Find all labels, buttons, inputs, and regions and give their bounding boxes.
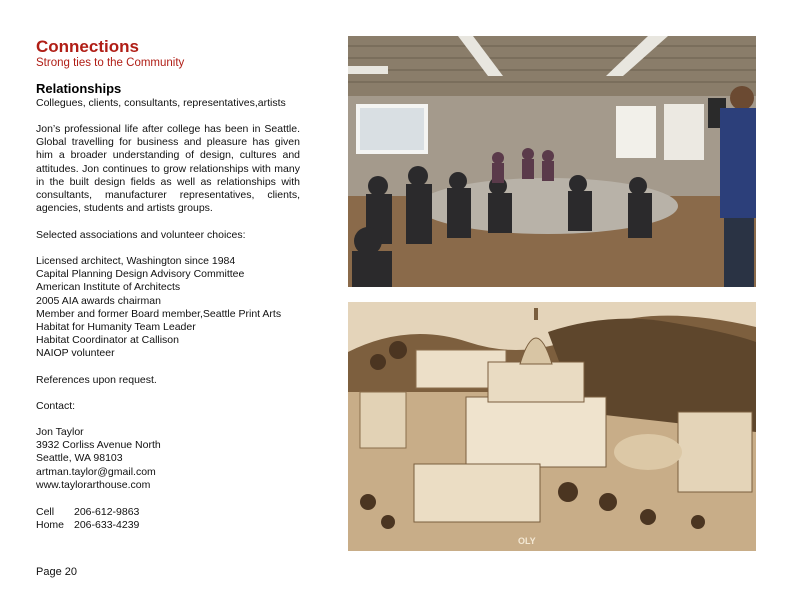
association-item: Habitat Coordinator at Callison	[36, 334, 179, 347]
contact-name: Jon Taylor	[36, 426, 84, 438]
associations-intro: Selected associations and volunteer choices:	[36, 229, 246, 241]
page-number: Page 20	[36, 566, 77, 578]
phone-block	[36, 506, 300, 532]
section-subheading: Collegues, clients, consultants, representatives,artists	[36, 97, 286, 109]
capitol-illustration	[348, 302, 756, 551]
page-subtitle: Strong ties to the Community	[36, 57, 185, 69]
cell-label: Cell	[36, 506, 55, 518]
contact-email[interactable]: artman.taylor@gmail.com	[36, 465, 156, 478]
association-item: American Institute of Architects	[36, 281, 181, 294]
association-item: NAIOP volunteer	[36, 347, 115, 360]
association-item: Habitat for Humanity Team Leader	[36, 321, 196, 334]
contact-website[interactable]: www.taylorarthouse.com	[36, 478, 151, 491]
references-note: References upon request.	[36, 374, 157, 386]
association-item: 2005 AIA awards chairman	[36, 294, 161, 307]
meeting-photo	[348, 36, 756, 287]
home-number: 206-633-4239	[74, 519, 140, 532]
cell-number: 206-612-9863	[74, 506, 140, 518]
page-title: Connections	[36, 37, 139, 56]
home-row	[36, 519, 300, 532]
associations-list	[36, 255, 300, 361]
home-label: Home	[36, 519, 65, 532]
section-heading: Relationships	[36, 81, 122, 96]
contact-label: Contact:	[36, 400, 76, 412]
association-item: Licensed architect, Washington since 1984	[36, 255, 236, 267]
contact-city: Seattle, WA 98103	[36, 452, 123, 465]
contact-street: 3932 Corliss Avenue North	[36, 439, 161, 452]
bio-paragraph: Jon’s professional life after college has been in Seattle. Global travelling for business and pleasure has given him a broader understanding of design, cultures and attitudes. Jon continues to grow relationships with many in the built design fields as well as relationships with consultants, manufacturer representatives, clients, agencies, students and artists groups.	[36, 123, 300, 215]
contact-block	[36, 426, 300, 492]
cell-row	[36, 506, 300, 519]
meeting-illustration	[348, 36, 756, 287]
association-item: Capital Planning Design Advisory Committee	[36, 268, 245, 281]
capitol-photo	[348, 302, 756, 551]
photo-caption: OLY	[518, 536, 536, 546]
association-item: Member and former Board member,Seattle Print Arts	[36, 307, 282, 320]
